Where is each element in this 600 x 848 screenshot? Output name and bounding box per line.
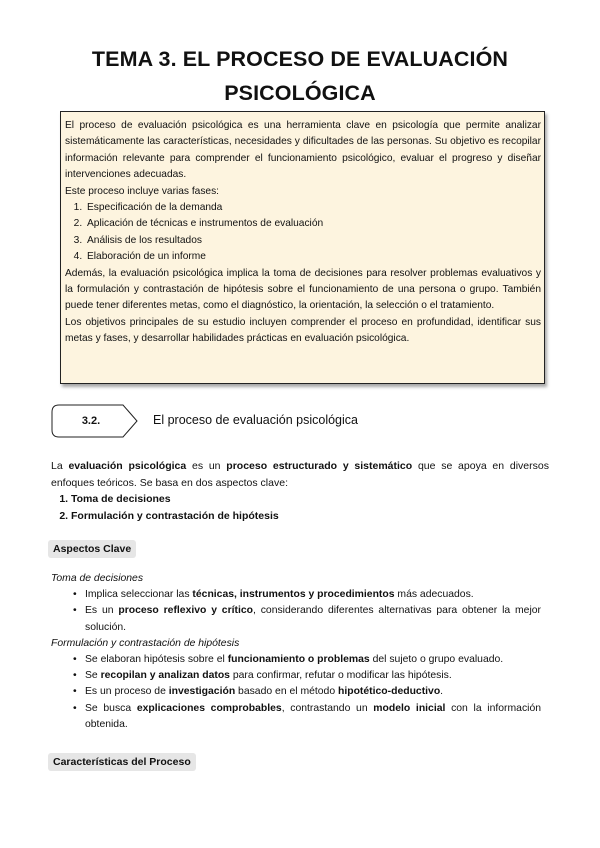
text-run: es un [186,460,227,472]
intro-paragraph-1: El proceso de evaluación psicológica es una herramienta clave en psicología que permite analizar sistemáticamente las características, necesidades y dificultades de las personas. Su objetivo es recopilar información relevante para comprender el funcionamiento psicológico, evaluar el progreso y diseñar intervenciones adecuadas. [65,120,541,181]
bold-term: recopilan y analizan datos [100,670,230,682]
toma-decisiones-heading: Toma de decisiones [51,573,144,584]
list-item [73,603,541,635]
intro-summary-box [60,111,545,384]
list-item [73,652,541,668]
aspectos-clave-label: Aspectos Clave [48,540,136,558]
key-aspect-item: 2. Formulación y contrastación de hipótesis [71,508,549,525]
bold-term: proceso estructurado y sistemático [226,460,413,472]
phase-item: 3. Análisis de los resultados [85,233,541,249]
bold-term: explicaciones comprobables [136,702,282,714]
text-run: , contrastando un [281,702,374,714]
page-title [40,42,560,110]
section-number: 3.2. [81,415,101,427]
text-run: . [440,686,444,698]
section-title: El proceso de evaluación psicológica [153,413,358,427]
title-line-2: PSICOLÓGICA [224,81,376,105]
bold-term: proceso reflexivo y crítico [118,605,253,617]
list-item [73,701,541,733]
bold-term: investigación [168,686,236,698]
formulacion-list [51,652,541,733]
bold-term: evaluación psicológica [68,460,187,472]
text-run: más adecuados. [394,589,474,601]
bullet-icon: • [73,702,77,714]
bold-term: técnicas, instrumentos y procedimientos [192,589,395,601]
key-aspects-list [51,491,549,524]
text-run: Implica seleccionar las [85,589,193,601]
phase-item: 2. Aplicación de técnicas e instrumentos de evaluación [85,216,541,232]
text-run: basado en el método [235,686,338,698]
text-run: Se elaboran hipótesis sobre el [85,654,228,666]
key-points-section [51,571,541,733]
section-header [51,404,551,440]
phase-item: 4. Elaboración de un informe [85,249,541,265]
text-run: Es un [85,605,119,617]
list-item [73,668,541,684]
toma-decisiones-list [51,587,541,636]
bullet-icon: • [73,686,77,698]
text-run: que se apoya en diversos enfoques teóricos. Se basa en dos aspectos clave: [51,460,549,489]
list-item [73,684,541,700]
bold-term: hipotético-deductivo [338,686,441,698]
bold-term: modelo inicial [373,702,446,714]
list-item [73,587,541,603]
intro-paragraph-2: Este proceso incluye varias fases: [65,185,220,197]
section-number-tab [51,404,139,438]
bullet-icon: • [73,670,77,682]
caracteristicas-proceso-label: Características del Proceso [48,753,196,771]
text-run: , considerando diferentes alternativas para obtener la mejor solución. [85,605,541,633]
intro-paragraph-3: Además, la evaluación psicológica implica la toma de decisiones para resolver problemas evaluativos y la formulación y contrastación de hipótesis sobre el funcionamiento de una persona o grupo. También puede tener diferentes metas, como el diagnóstico, la orientación, la selección o el tratamiento. [65,267,541,312]
phases-list [65,200,541,266]
text-run: Se [85,670,101,682]
key-aspect-item: 1. Toma de decisiones [71,491,549,508]
intro-paragraph-4: Los objetivos principales de su estudio incluyen comprender el proceso en profundidad, identificar sus metas y fases, y desarrollar habilidades prácticas en evaluación psicológica. [65,316,541,345]
bullet-icon: • [73,589,77,601]
text-run: Es un proceso de [85,686,169,698]
title-line-1: TEMA 3. EL PROCESO DE EVALUACIÓN [91,47,509,71]
phase-item: 1. Especificación de la demanda [85,200,541,216]
text-run: del sujeto o grupo evaluado. [369,654,504,666]
text-run: para confirmar, refutar o modificar las hipótesis. [229,670,452,682]
text-run: Se busca [85,702,137,714]
text-run: La [51,460,69,472]
bullet-icon: • [73,605,77,617]
section-intro-paragraph [51,458,549,491]
formulacion-heading: Formulación y contrastación de hipótesis [51,637,240,649]
section-body [51,458,549,524]
text-run: con la información obtenida. [85,702,542,730]
bold-term: funcionamiento o problemas [227,654,370,666]
bullet-icon: • [73,654,77,666]
